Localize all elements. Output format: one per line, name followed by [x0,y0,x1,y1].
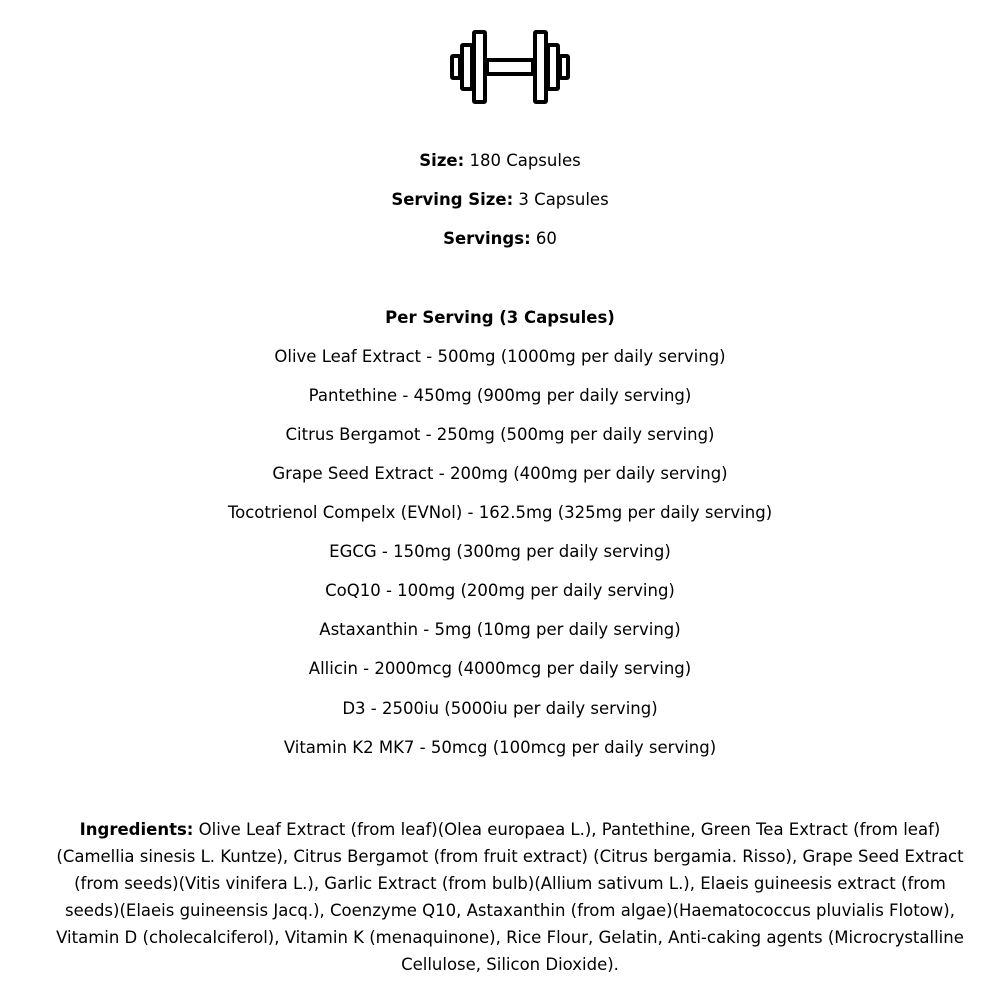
nutrient-line: Grape Seed Extract - 200mg (400mg per daily serving) [272,464,728,483]
size-line [0,151,1000,171]
ingredients-paragraph [50,816,970,978]
serving-size-line [0,190,1000,210]
per-serving-heading-text: Per Serving (3 Capsules) [385,308,615,327]
size-label: Size: [419,151,465,170]
per-serving-heading [0,308,1000,328]
nutrient-line: Citrus Bergamot - 250mg (500mg per daily serving) [285,425,715,444]
servings-label: Servings: [443,229,531,248]
nutrient-line: Allicin - 2000mcg (4000mcg per daily serving) [308,659,692,678]
servings-value: 60 [530,229,557,248]
size-value: 180 Capsules [464,151,581,170]
nutrient-line: Olive Leaf Extract - 500mg (1000mg per daily serving) [274,347,726,366]
nutrient-line: D3 - 2500iu (5000iu per daily serving) [342,699,658,718]
nutrient-line: EGCG - 150mg (300mg per daily serving) [329,542,671,561]
nutrient-line: Tocotrienol Compelx (EVNol) - 162.5mg (325mg per daily serving) [227,503,773,522]
nutrient-line: Vitamin K2 MK7 - 50mcg (100mcg per daily serving) [283,738,717,757]
serving-size-value: 3 Capsules [513,190,609,209]
dumbbell-icon [449,28,573,106]
nutrient-line: Astaxanthin - 5mg (10mg per daily serving) [319,620,681,639]
ingredients-label: Ingredients: [79,820,194,839]
nutrient-line: CoQ10 - 100mg (200mg per daily serving) [325,581,675,600]
servings-line [0,229,1000,249]
ingredients-text: Olive Leaf Extract (from leaf)(Olea europaea L.), Pantethine, Green Tea Extract (from leaf) (Camellia sinesis L. Kuntze), Citrus Bergamot (from fruit extract) (Citrus bergamia. Risso), Grape Seed Extract (from seeds)(Vitis vinifera L.), Garlic Extract (from bulb)(Allium sativum L.), Elaeis guineesis extract (from seeds)(Elaeis guineensis Jacq.), Coenzyme Q10, Astaxanthin (from algae)(Haematococcus pluvialis Flotow), Vitamin D (cholecalciferol), Vitamin K (menaquinone), Rice Flour, Gelatin, Anti-caking agents (Microcrystalline Cellulose, Silicon Dioxide). [56,820,964,974]
serving-size-label: Serving Size: [391,190,514,209]
nutrient-line: Pantethine - 450mg (900mg per daily serving) [308,386,692,405]
